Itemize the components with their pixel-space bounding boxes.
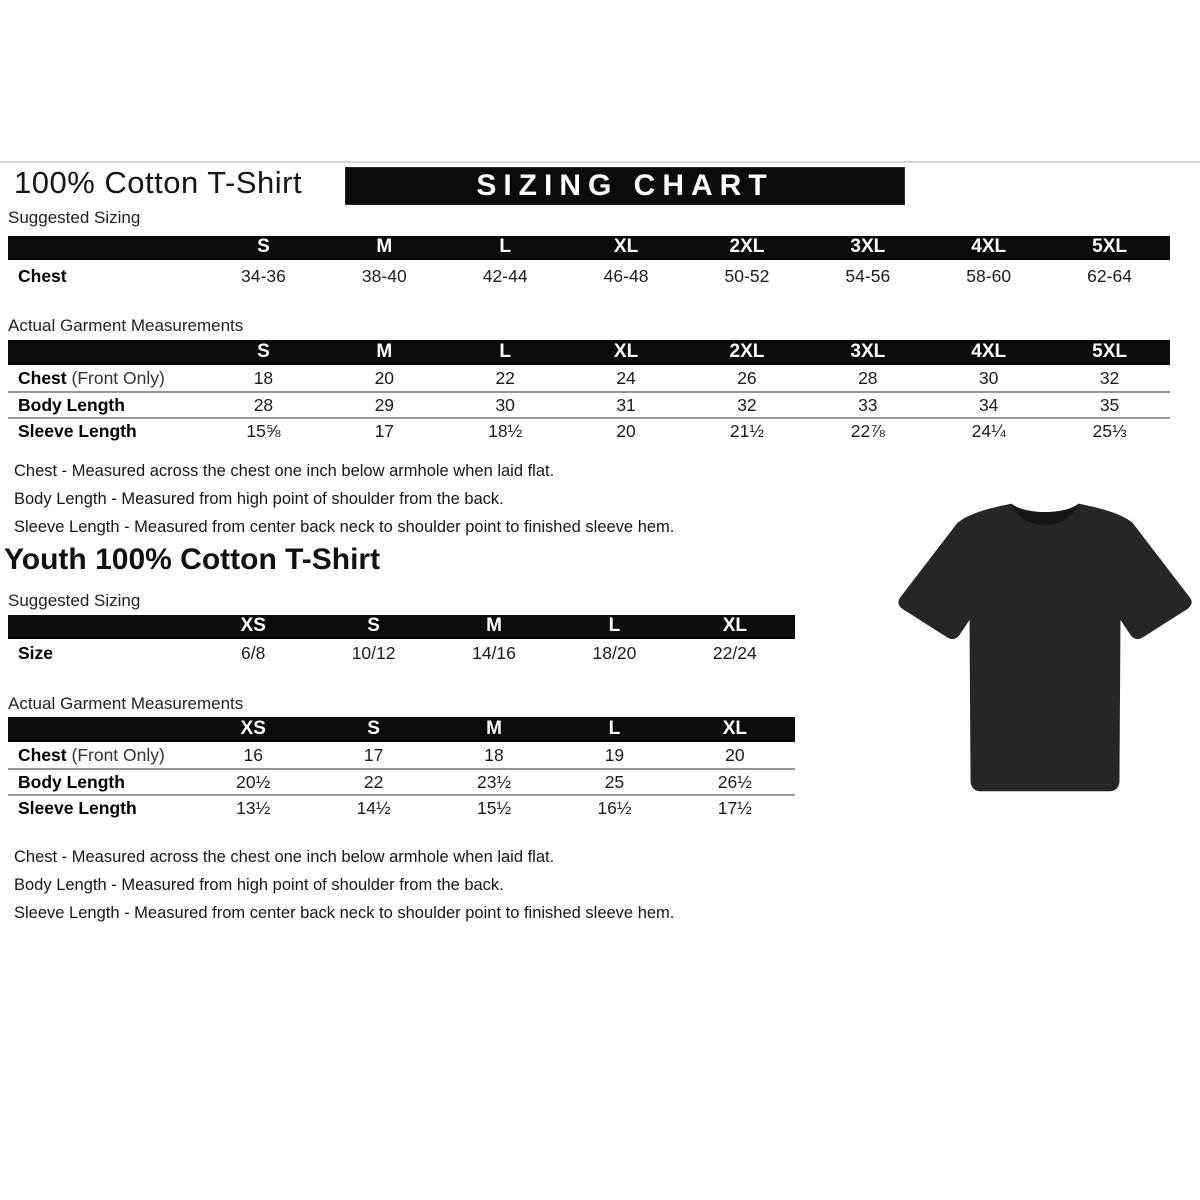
row-label: Body Length	[18, 394, 125, 415]
top-divider	[0, 161, 1200, 163]
table-row	[8, 794, 795, 820]
table-cell: 15⅝	[246, 420, 281, 441]
table-cell: 62-64	[1087, 265, 1132, 286]
table-cell: 21½	[729, 420, 764, 441]
column-header: S	[257, 340, 270, 362]
column-header: L	[499, 236, 511, 257]
table-cell: 24¼	[971, 420, 1006, 441]
table-cell: 14½	[356, 797, 391, 818]
table-cell: 38-40	[361, 265, 407, 286]
column-header: XL	[613, 340, 639, 362]
column-header: 2XL	[729, 236, 765, 257]
column-header: 4XL	[971, 340, 1007, 362]
table-cell: 25⅓	[1092, 420, 1127, 441]
table-cell: 20	[725, 744, 745, 765]
column-header: 4XL	[971, 236, 1007, 257]
adult-actual-measurements-label: Actual Garment Measurements	[8, 316, 244, 335]
table-cell: 31	[616, 394, 636, 415]
table-header-row	[8, 717, 795, 742]
adult-suggested-sizing-label: Suggested Sizing	[8, 208, 141, 227]
table-cell: 14/16	[472, 643, 516, 663]
table-cell: 22	[495, 367, 515, 388]
table-cell: 42-44	[482, 265, 528, 286]
table-cell: 32	[1099, 367, 1120, 388]
table-cell: 17	[374, 420, 395, 441]
table-cell: 32	[737, 394, 757, 415]
table-cell: 17½	[717, 797, 752, 818]
youth-suggested-sizing-label: Suggested Sizing	[8, 591, 141, 610]
column-header: S	[367, 717, 380, 739]
table-cell: 15½	[476, 797, 512, 818]
table-cell: 22	[363, 771, 384, 792]
column-header: 3XL	[850, 236, 886, 257]
table-cell: 29	[374, 394, 395, 415]
table-cell: 54-56	[845, 265, 891, 286]
table-cell: 23½	[476, 771, 512, 792]
row-label: Sleeve Length	[18, 420, 137, 441]
table-cell: 16	[243, 744, 263, 765]
table-cell: 34-36	[241, 265, 286, 286]
table-cell: 6/8	[241, 643, 266, 663]
column-header: XS	[240, 615, 266, 636]
column-header: 5XL	[1092, 236, 1127, 257]
table-cell: 50-52	[724, 265, 770, 286]
table-header-row	[8, 236, 1170, 260]
table-cell: 20½	[236, 771, 271, 792]
note-line-body-length: Body Length - Measured from high point of shoulder from the back.	[14, 490, 504, 508]
sizing-chart-banner-label: SIZING CHART	[476, 169, 774, 202]
youth-measurement-notes	[14, 843, 674, 927]
table-cell: 19	[604, 744, 625, 765]
adult-suggested-sizing-table	[8, 236, 1170, 292]
table-cell: 10/12	[351, 643, 396, 663]
column-header: L	[608, 615, 621, 636]
column-header: S	[367, 615, 380, 636]
table-cell: 18/20	[592, 643, 637, 663]
column-header: L	[608, 717, 621, 739]
youth-actual-measurements-label: Actual Garment Measurements	[8, 694, 244, 713]
note-line-body-length: Body Length - Measured from high point of shoulder from the back.	[14, 876, 504, 894]
table-cell: 18	[253, 367, 274, 388]
table-cell: 18½	[488, 420, 523, 441]
table-cell: 35	[1099, 394, 1120, 415]
table-cell: 33	[858, 394, 878, 415]
table-cell: 30	[978, 367, 999, 388]
table-cell: 26	[737, 367, 757, 388]
column-header: 2XL	[729, 340, 765, 362]
row-label: Body Length	[18, 771, 125, 792]
table-row	[8, 391, 1170, 417]
row-label: Chest (Front Only)	[18, 744, 165, 765]
table-header-row	[8, 615, 795, 639]
column-header: XL	[722, 717, 747, 739]
table-cell: 20	[616, 420, 636, 441]
column-header: 5XL	[1092, 340, 1127, 362]
black-tshirt-image	[892, 487, 1198, 809]
table-cell: 13½	[236, 797, 271, 818]
youth-section-title: Youth 100% Cotton T-Shirt	[4, 543, 381, 576]
column-header: XS	[240, 717, 266, 739]
column-header: 3XL	[850, 340, 886, 362]
table-cell: 34	[978, 394, 999, 415]
youth-actual-measurements-table	[8, 717, 795, 820]
table-row	[8, 742, 795, 768]
table-cell: 46-48	[603, 265, 649, 286]
table-cell: 18	[484, 744, 504, 765]
note-line-chest: Chest - Measured across the chest one inch below armhole when laid flat.	[14, 848, 555, 866]
adult-measurement-notes	[14, 457, 674, 541]
table-cell: 24	[616, 367, 636, 388]
row-label: Size	[18, 643, 54, 663]
table-cell: 22/24	[712, 643, 757, 663]
row-label: Chest	[18, 265, 67, 286]
table-cell: 28	[253, 394, 274, 415]
table-row	[8, 417, 1170, 443]
adult-actual-measurements-table	[8, 340, 1170, 443]
table-cell: 25	[604, 771, 625, 792]
note-line-sleeve-length: Sleeve Length - Measured from center back neck to shoulder point to finished sleeve hem.	[14, 904, 675, 922]
column-header: M	[486, 615, 502, 636]
table-cell: 16½	[597, 797, 632, 818]
column-header: L	[499, 340, 511, 362]
column-header: M	[376, 340, 393, 362]
table-cell: 58-60	[966, 265, 1012, 286]
table-cell: 20	[374, 367, 395, 388]
column-header: XL	[613, 236, 639, 257]
youth-suggested-sizing-table	[8, 615, 795, 668]
row-label: Sleeve Length	[18, 797, 137, 818]
table-row	[8, 260, 1170, 292]
column-header: M	[486, 717, 502, 739]
table-header-row	[8, 340, 1170, 365]
table-cell: 22⅞	[850, 420, 885, 441]
table-cell: 30	[495, 394, 515, 415]
table-cell: 26½	[717, 771, 752, 792]
column-header: XL	[722, 615, 747, 636]
note-line-sleeve-length: Sleeve Length - Measured from center back neck to shoulder point to finished sleeve hem.	[14, 518, 675, 536]
column-header: S	[257, 236, 270, 257]
table-cell: 17	[363, 744, 384, 765]
page-title: 100% Cotton T-Shirt	[14, 165, 303, 200]
row-label: Chest (Front Only)	[18, 367, 165, 388]
sizing-chart-banner	[345, 167, 905, 205]
table-row	[8, 639, 795, 668]
tshirt-graphic	[892, 487, 1198, 809]
tshirt-body	[898, 504, 1191, 792]
column-header: M	[376, 236, 393, 257]
table-row	[8, 365, 1170, 391]
table-cell: 28	[858, 367, 878, 388]
table-row	[8, 768, 795, 794]
note-line-chest: Chest - Measured across the chest one inch below armhole when laid flat.	[14, 462, 555, 480]
